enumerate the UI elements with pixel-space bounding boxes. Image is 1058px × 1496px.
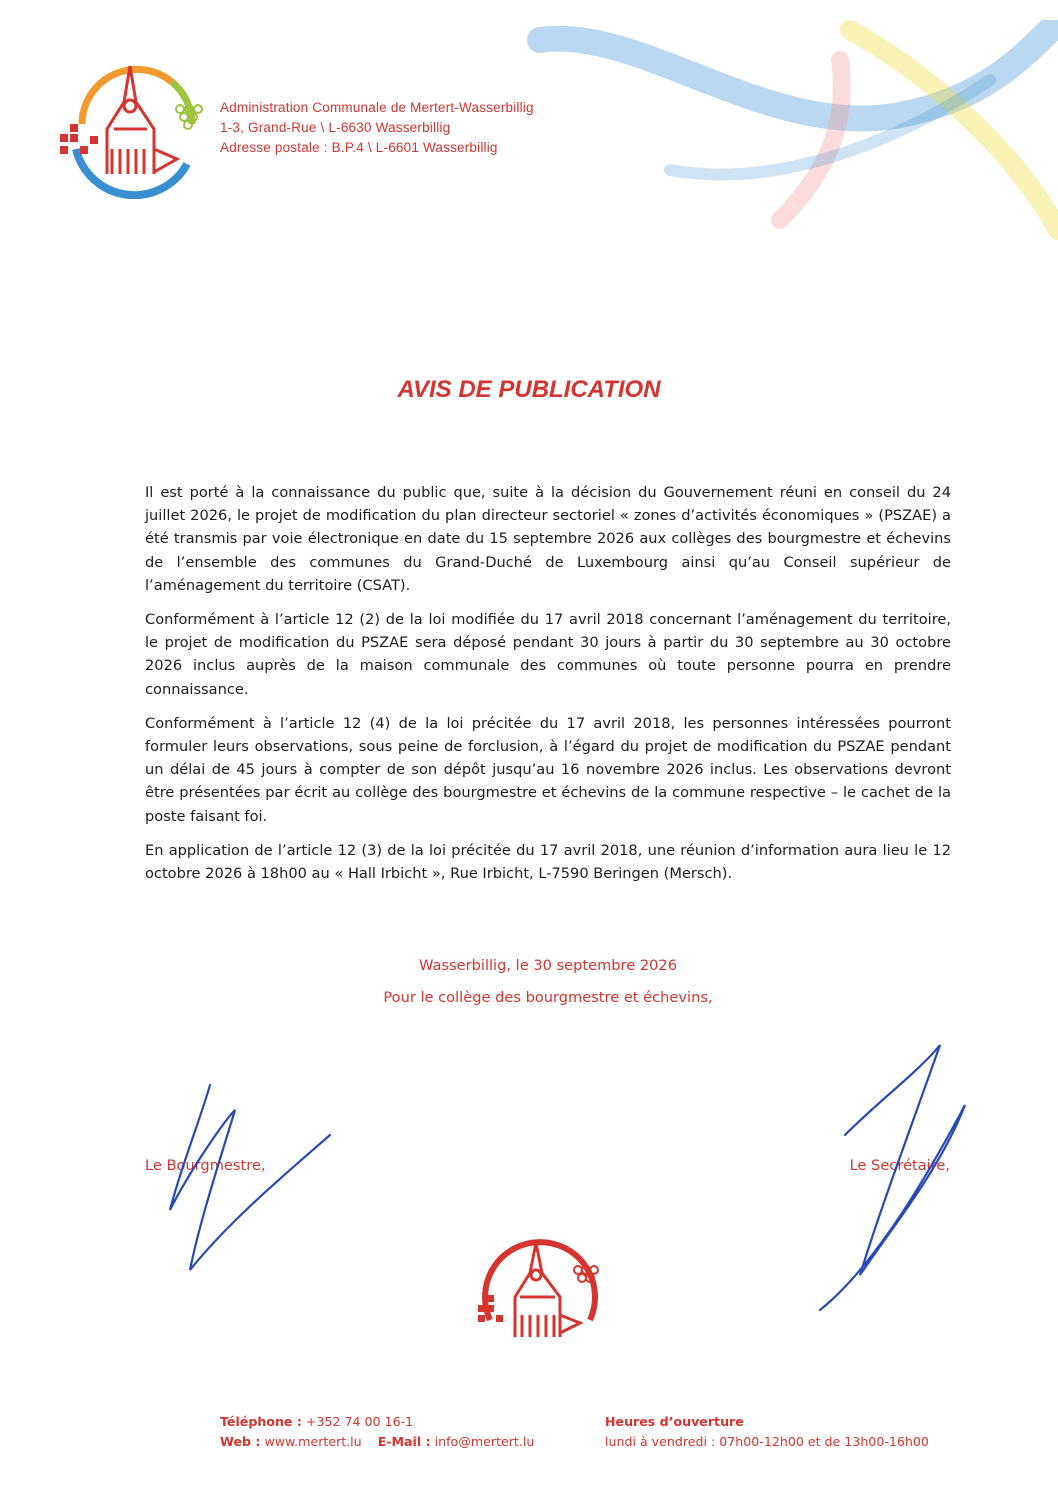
paragraph-4: En application de l’article 12 (3) de la loi précitée du 17 avril 2018, une réunion d’information aura lieu le 12 octobre 2026 à 18h00 au « Hall Irbicht », Rue Irbicht, L-7590 Beringen (Mersch). <box>145 841 951 883</box>
municipal-logo <box>52 54 212 199</box>
notice-body <box>145 481 951 896</box>
header-swoosh-graphic <box>520 20 1058 240</box>
paragraph-1: Il est porté à la connaissance du public que, suite à la décision du Gouvernement réuni en conseil du 24 juillet 2026, le projet de modification du plan directeur sectoriel « zones d’activités économiques » (PSZAE) a été transmis par voie électronique en date du 15 septembre 2026 aux collèges des bourgmestre et échevins de l’ensemble des communes du Grand-Duché de Luxembourg ainsi qu’au Conseil supérieur de l’aménagement du territoire (CSAT). <box>145 484 951 594</box>
postal-address: Adresse postale : B.P.4 \ L-6601 Wasserbillig <box>220 140 498 155</box>
email-link[interactable]: info@mertert.lu <box>434 1434 535 1449</box>
web-label: Web : <box>220 1434 261 1449</box>
hours-value: lundi à vendredi : 07h00-12h00 et de 13h00-16h00 <box>605 1434 929 1449</box>
municipal-seal-stamp <box>470 1225 610 1355</box>
college-line: Pour le collège des bourgmestre et échevins, <box>383 989 713 1006</box>
secretary-signature-label: Le Secrétaire, <box>849 1157 950 1174</box>
email-label: E-Mail : <box>377 1434 431 1449</box>
mayor-handwritten-signature <box>150 1080 340 1280</box>
header-address-block <box>220 98 534 158</box>
phone-label: Téléphone : <box>220 1414 302 1429</box>
mayor-signature-label: Le Bourgmestre, <box>145 1157 266 1174</box>
hours-label: Heures d’ouverture <box>605 1414 744 1429</box>
secretary-handwritten-signature <box>800 1040 980 1320</box>
street-address: 1-3, Grand-Rue \ L-6630 Wasserbillig <box>220 120 451 135</box>
footer-contact <box>220 1412 534 1452</box>
footer-opening-hours <box>605 1412 929 1452</box>
paragraph-3: Conformément à l’article 12 (4) de la loi précitée du 17 avril 2018, les personnes intéressées pourront formuler leurs observations, sous peine de forclusion, à l’égard du projet de modification du PSZAE pendant un délai de 45 jours à compter de son dépôt jusqu’au 16 novembre 2026 inclus. Les observations devront être présentées par écrit au collège des bourgmestre et échevins de la commune respective – le cachet de la poste faisant foi. <box>145 714 951 825</box>
org-name: Administration Communale de Mertert-Wasserbillig <box>220 100 534 115</box>
place-and-date: Wasserbillig, le 30 septembre 2026 <box>419 957 677 974</box>
document-title: AVIS DE PUBLICATION <box>397 376 661 403</box>
paragraph-2: Conformément à l’article 12 (2) de la loi modifiée du 17 avril 2018 concernant l’aménagement du territoire, le projet de modification du PSZAE sera déposé pendant 30 jours à partir du 30 septembre au 30 octobre 2026 inclus auprès de la maison communale des communes où toute personne pourra en prendre connaissance. <box>145 611 951 698</box>
web-link[interactable]: www.mertert.lu <box>264 1434 362 1449</box>
phone-value: +352 74 00 16-1 <box>305 1414 414 1429</box>
